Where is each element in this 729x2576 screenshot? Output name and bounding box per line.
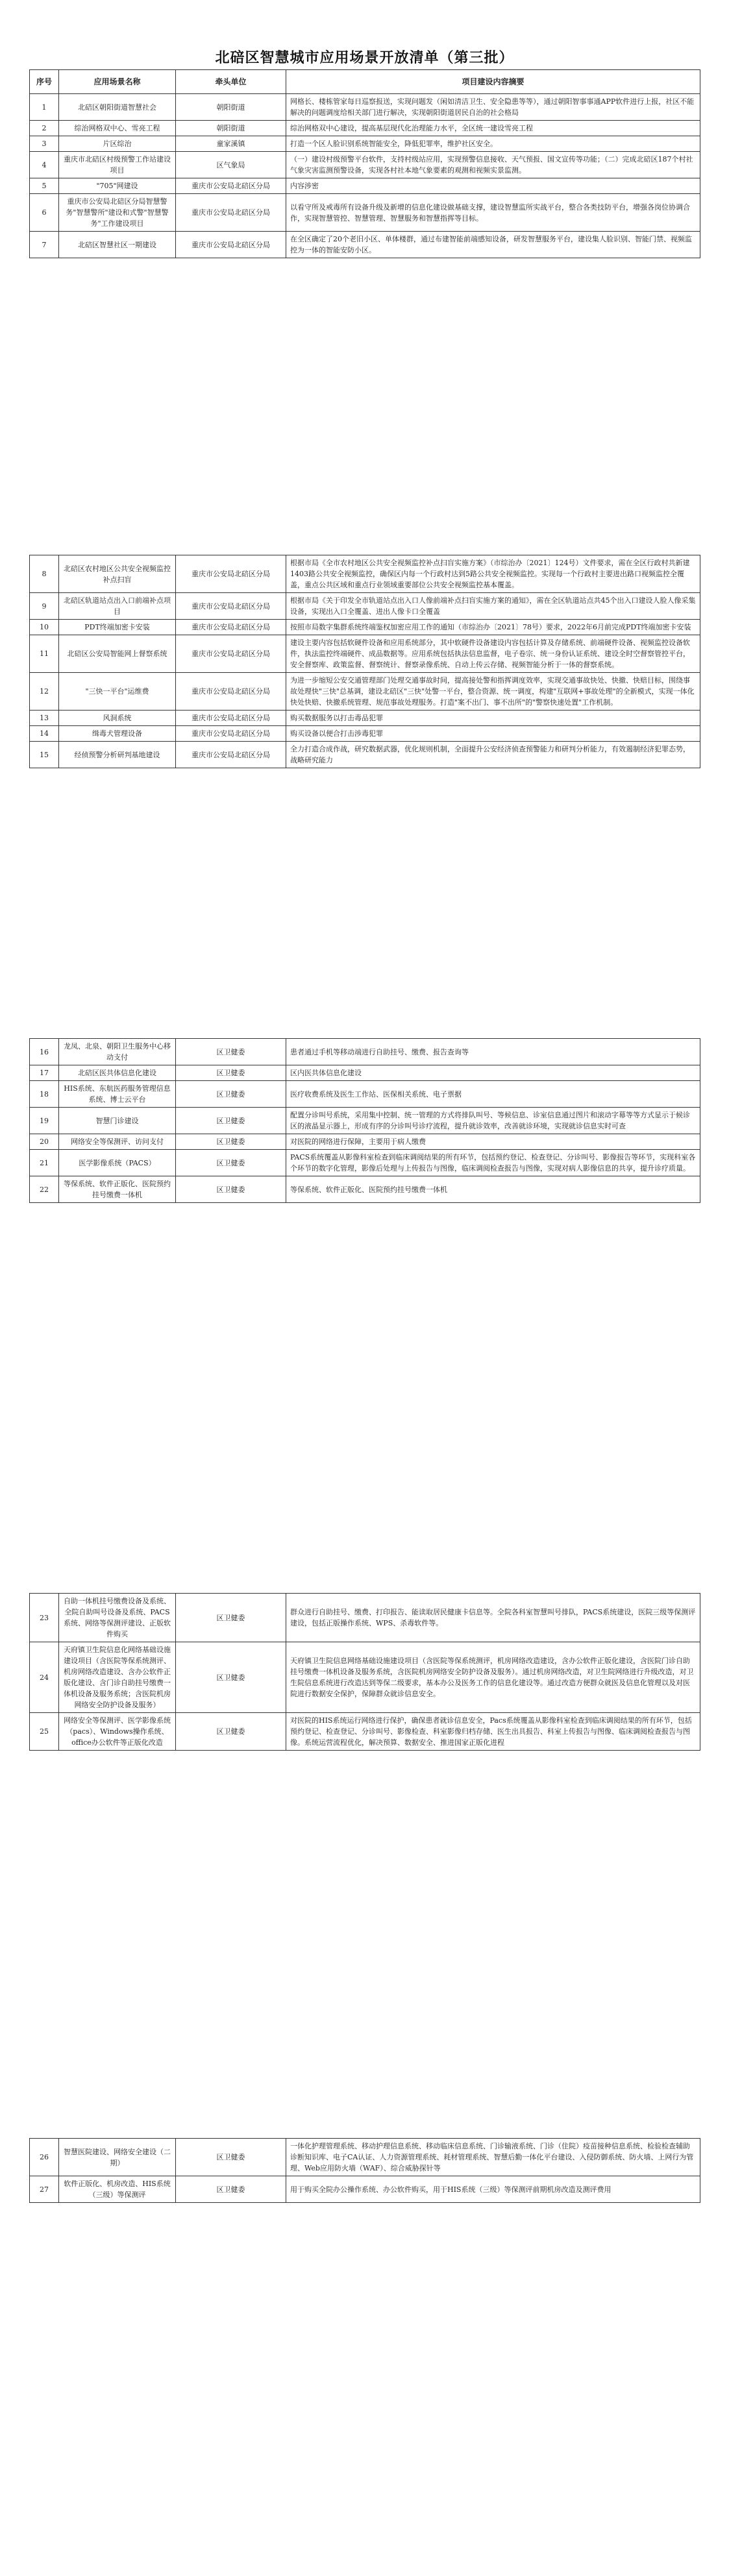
row-number-cell: 5 xyxy=(30,178,59,194)
summary-cell: 患者通过手机等移动端进行自助挂号、缴费、报告查询等 xyxy=(286,1039,700,1065)
scene-name-cell: 网络安全等保测评、医学影像系统（pacs）、Windows操作系统、office办公软件等正版化改造 xyxy=(59,1713,176,1751)
row-number-cell: 27 xyxy=(30,2176,59,2203)
table-row xyxy=(30,742,700,768)
lead-unit-cell: 重庆市公安局北碚区分局 xyxy=(176,620,286,635)
lead-unit-cell: 重庆市公安局北碚区分局 xyxy=(176,742,286,768)
scene-name-cell: 龙凤、北泉、朝阳卫生服务中心移动支付 xyxy=(59,1039,176,1065)
scene-name-cell: 缉毒犬管理设备 xyxy=(59,726,176,742)
scene-table-part-2 xyxy=(29,555,700,768)
scene-name-cell: 经侦预警分析研判基地建设 xyxy=(59,742,176,768)
table-row xyxy=(30,232,700,258)
row-number-cell: 26 xyxy=(30,2139,59,2176)
table-row xyxy=(30,2176,700,2203)
lead-unit-cell: 区卫健委 xyxy=(176,1150,286,1176)
table-row xyxy=(30,1081,700,1108)
summary-cell: PACS系统覆盖从影像科室检查到临床调阅结果的所有环节，包括预约登记、检查登记、分诊叫号、影像报告等环节，实现科室各个环节的数字化管理，影像后处理与上传报告与图像，临床调阅检查报告与图像，实现对病人影像信息的共享，提升诊疗质量。 xyxy=(286,1150,700,1176)
col-header-scene: 应用场景名称 xyxy=(59,70,176,94)
lead-unit-cell: 区卫健委 xyxy=(176,1108,286,1134)
scene-table-part-3 xyxy=(29,1038,700,1203)
row-number-cell: 18 xyxy=(30,1081,59,1108)
scene-name-cell: "三快一平台"运维费 xyxy=(59,673,176,711)
summary-cell: 购买设备以便合打击涉毒犯罪 xyxy=(286,726,700,742)
summary-cell: 打造一个区人脸识别系统智能安全，降低犯罪率，维护社区安全。 xyxy=(286,136,700,152)
summary-cell: 购买数据服务以打击毒品犯罪 xyxy=(286,711,700,726)
lead-unit-cell: 区卫健委 xyxy=(176,2139,286,2176)
summary-cell: 配置分诊叫号系统，采用集中控制、统一管理的方式将排队叫号、等候信息、诊室信息通过图片和滚动字幕等等方式显示于候诊区的液晶显示器上，形成有序的分诊叫号诊疗流程，提升就诊效率，改善就诊环境，实现就诊信息实时可查 xyxy=(286,1108,700,1134)
row-number-cell: 9 xyxy=(30,593,59,620)
summary-cell: 全力打造合成作战，研究数据武器，优化规则机制，全面提升公安经济侦查预警能力和研判分析能力，有效遏制经济犯罪态势，战略研究能力 xyxy=(286,742,700,768)
scene-table-part-1 xyxy=(29,69,700,258)
scene-table-part-5 xyxy=(29,2138,700,2203)
lead-unit-cell: 区卫健委 xyxy=(176,2176,286,2203)
summary-cell: 为进一步缩短公安交通管理部门处理交通事故时间，提高接处警和指挥调度效率，实现交通事故快处、快撤、快赔目标，围绕事故处理快"三快"总基调，建设北碚区"三快"处警一平台，整合资源、统一调度，构建"互联网+事故处理"的全新模式，实现一体化快处快赔、快撤系统管理、规范事故处理服务。打造"案不出门、事不出所"的"警察快速处置"工作机制。 xyxy=(286,673,700,711)
scene-name-cell: 综治网格双中心、雪亮工程 xyxy=(59,121,176,136)
col-header-no: 序号 xyxy=(30,70,59,94)
lead-unit-cell: 童家溪镇 xyxy=(176,136,286,152)
table-row xyxy=(30,136,700,152)
lead-unit-cell: 重庆市公安局北碚区分局 xyxy=(176,635,286,673)
row-number-cell: 23 xyxy=(30,1594,59,1642)
scene-table-part-4 xyxy=(29,1593,700,1751)
summary-cell: 在全区确定了20个老旧小区、单体楼群，通过布建智能前端感知设备，研发智慧服务平台，建设集人脸识别、智能门禁、视频监控为一体的智能安防小区。 xyxy=(286,232,700,258)
row-number-cell: 11 xyxy=(30,635,59,673)
table-row xyxy=(30,711,700,726)
table-row xyxy=(30,2139,700,2176)
row-number-cell: 10 xyxy=(30,620,59,635)
summary-cell: 根据市局《全市农村地区公共安全视频监控补点扫盲实施方案》（市综治办〔2021〕124号）文件要求，需在全区行政村共新建1403路公共安全视频监控，确保区内每一个行政村达到5路公共安全视频监控。实现每一个行政村主要进出路口视频监控全覆盖，重点公共区域和重点行业领域重要部位公共安全视频监控基本覆盖。 xyxy=(286,555,700,593)
lead-unit-cell: 朝阳街道 xyxy=(176,94,286,121)
scene-name-cell: 等保系统、软件正版化、医院预约挂号缴费一体机 xyxy=(59,1176,176,1203)
scene-name-cell: 北碚区农村地区公共安全视频监控补点扫盲 xyxy=(59,555,176,593)
scene-name-cell: 智慧医院建设、网络安全建设（二期） xyxy=(59,2139,176,2176)
scene-name-cell: 智慧门诊建设 xyxy=(59,1108,176,1134)
lead-unit-cell: 区卫健委 xyxy=(176,1642,286,1713)
row-number-cell: 6 xyxy=(30,194,59,232)
scene-name-cell: 风洞系统 xyxy=(59,711,176,726)
row-number-cell: 7 xyxy=(30,232,59,258)
table-row xyxy=(30,620,700,635)
summary-cell: 综治网格双中心建设，提高基层现代化治理能力水平，全区统一建设雪亮工程 xyxy=(286,121,700,136)
lead-unit-cell: 区卫健委 xyxy=(176,1594,286,1642)
lead-unit-cell: 朝阳街道 xyxy=(176,121,286,136)
summary-cell: 网格长、楼栋管家每日巡察报送，实现问题发（闲如清洁卫生、安全隐患等等），通过朝阳智事事通APP软件进行上报，社区不能解决的问题调度给相关部门进行解决，实现朝阳街道居民自治的社会格局 xyxy=(286,94,700,121)
table-row xyxy=(30,1642,700,1713)
table-row xyxy=(30,635,700,673)
lead-unit-cell: 重庆市公安局北碚区分局 xyxy=(176,726,286,742)
table-row xyxy=(30,1039,700,1065)
summary-cell: （一）建设村级预警平台软件，支持村级站应用，实现预警信息接收、天气预报、国文宣传等功能；（二）完成北碚区187个村社气象灾害监测预警设备，实现各村社本地气象要素的观测和视频实景监测。 xyxy=(286,152,700,178)
table-row xyxy=(30,194,700,232)
scene-name-cell: 北碚区公安局智能网上督察系统 xyxy=(59,635,176,673)
row-number-cell: 3 xyxy=(30,136,59,152)
scene-name-cell: 网络安全等保测评、访问支付 xyxy=(59,1134,176,1150)
summary-cell: 医疗收费系统及医生工作站、医保相关系统、电子票据 xyxy=(286,1081,700,1108)
lead-unit-cell: 重庆市公安局北碚区分局 xyxy=(176,194,286,232)
lead-unit-cell: 区卫健委 xyxy=(176,1065,286,1081)
scene-name-cell: 软件正版化、机房改造、HIS系统（三级）等保测评 xyxy=(59,2176,176,2203)
row-number-cell: 25 xyxy=(30,1713,59,1751)
lead-unit-cell: 区气象局 xyxy=(176,152,286,178)
scene-name-cell: 北碚区轨道站点出入口前端补点项目 xyxy=(59,593,176,620)
row-number-cell: 2 xyxy=(30,121,59,136)
table-row xyxy=(30,152,700,178)
scene-name-cell: 天府镇卫生院信息化网络基础设施建设项目（含医院等保系统测评、机房网络改造建设、含办公软件正版化建设、含门诊自助挂号缴费一体机设备及服务系统；含医院机房网络安全防护设备及服务） xyxy=(59,1642,176,1713)
row-number-cell: 8 xyxy=(30,555,59,593)
row-number-cell: 12 xyxy=(30,673,59,711)
lead-unit-cell: 重庆市公安局北碚区分局 xyxy=(176,593,286,620)
lead-unit-cell: 区卫健委 xyxy=(176,1039,286,1065)
row-number-cell: 13 xyxy=(30,711,59,726)
scene-name-cell: "705"网建设 xyxy=(59,178,176,194)
table-row xyxy=(30,726,700,742)
scene-name-cell: 北碚区智慧社区一期建设 xyxy=(59,232,176,258)
scene-name-cell: 北碚区医共体信息化建设 xyxy=(59,1065,176,1081)
row-number-cell: 21 xyxy=(30,1150,59,1176)
row-number-cell: 20 xyxy=(30,1134,59,1150)
table-row xyxy=(30,1150,700,1176)
summary-cell: 根据市局《关于印发全市轨道站点出入口人像前端补点扫盲实施方案的通知》，需在全区轨道站点共45个出入口建设人脸人像采集设备，实现出入口全覆盖、进出人像卡口全覆盖 xyxy=(286,593,700,620)
col-header-lead-unit: 牵头单位 xyxy=(176,70,286,94)
summary-cell: 用于购买全院办公操作系统、办公软件购买，用于HIS系统（三级）等保测评前期机房改造及测评费用 xyxy=(286,2176,700,2203)
lead-unit-cell: 区卫健委 xyxy=(176,1134,286,1150)
scene-name-cell: 自助一体机挂号缴费设备及系统、全院自助叫号设备及系统、PACS系统、网络等保测评建设、正版软件购买 xyxy=(59,1594,176,1642)
lead-unit-cell: 区卫健委 xyxy=(176,1176,286,1203)
summary-cell: 天府镇卫生院信息网络基础设施建设项目（含医院等保系统测评，机房网络改造建设，含办公软件正版化建设，含医院门诊自助挂号缴费一体机设备及服务系统，含医院机房网络安全防护设备及服务）。通过机房网络改造，对卫生院网络进行升级改造，对卫生院信息系统进行改造达到等保二级要求，基本办公及医务工作的信息化建设等。通过改造方便群众就医及信息化管理以及对医院进行数据安全保护，保障群众就诊信息安全。 xyxy=(286,1642,700,1713)
table-row xyxy=(30,1594,700,1642)
table-row xyxy=(30,94,700,121)
summary-cell: 对医院的网络进行保障，主要用于病人缴费 xyxy=(286,1134,700,1150)
row-number-cell: 1 xyxy=(30,94,59,121)
row-number-cell: 16 xyxy=(30,1039,59,1065)
lead-unit-cell: 重庆市公安局北碚区分局 xyxy=(176,232,286,258)
scene-name-cell: PDT终端加密卡安装 xyxy=(59,620,176,635)
scene-name-cell: 重庆市北碚区村级预警工作站建设项目 xyxy=(59,152,176,178)
table-row xyxy=(30,1713,700,1751)
table-row xyxy=(30,178,700,194)
row-number-cell: 24 xyxy=(30,1642,59,1713)
summary-cell: 等保系统、软件正版化、医院预约挂号缴费一体机 xyxy=(286,1176,700,1203)
scene-name-cell: HIS系统、东航医药服务管理信息系统、博士云平台 xyxy=(59,1081,176,1108)
row-number-cell: 22 xyxy=(30,1176,59,1203)
row-number-cell: 17 xyxy=(30,1065,59,1081)
summary-cell: 区内医共体信息化建设 xyxy=(286,1065,700,1081)
lead-unit-cell: 区卫健委 xyxy=(176,1081,286,1108)
summary-cell: 一体化护理管理系统、移动护理信息系统、移动临床信息系统、门诊输液系统、门诊（住院）疫苗接种信息系统、检验检查辅助诊断知识库、电子CA认证、人力资源管理系统、耗材管理系统、智慧后勤一体化平台建设、入侵防御系统、防火墙、上网行为管理、Web应用防火墙（WAF）、综合威胁探针等 xyxy=(286,2139,700,2176)
table-row xyxy=(30,1176,700,1203)
lead-unit-cell: 重庆市公安局北碚区分局 xyxy=(176,178,286,194)
lead-unit-cell: 重庆市公安局北碚区分局 xyxy=(176,673,286,711)
summary-cell: 对医院的HIS系统运行网络进行保护，确保患者就诊信息安全，Pacs系统覆盖从影像科室检查到临床调阅结果的所有环节，包括预约登记、检查登记、分诊叫号、影像检查、科室影像归档存储、医生出具报告、科室上传报告与图像、临床调阅检查报告与图像。系统运营流程优化，解决预算、数据安全、推进国家正版化进程 xyxy=(286,1713,700,1751)
table-row xyxy=(30,673,700,711)
scene-name-cell: 重庆市公安局北碚区分局智慧警务"智慧警所"建设和式警"智慧警务"工作建设项目 xyxy=(59,194,176,232)
table-row xyxy=(30,121,700,136)
table-row xyxy=(30,593,700,620)
scene-name-cell: 医学影像系统（PACS） xyxy=(59,1150,176,1176)
scene-name-cell: 北碚区朝阳街道智慧社会 xyxy=(59,94,176,121)
summary-cell: 建设主要内容包括软硬件设备和应用系统部分，其中软硬件设备建设内容包括计算及存储系统、前端硬件设备、视频监控设备软件，执法监控终端硬件、成品数据等。应用系统包括执法信息监督，电子卷宗、统一身份认证系统、建设全时空督察管控平台，安全督察库、政策监督、督察统计、督察录像系统、自动上传云存储、视频智能分析于一体的督察系统。 xyxy=(286,635,700,673)
scene-name-cell: 片区综治 xyxy=(59,136,176,152)
lead-unit-cell: 重庆市公安局北碚区分局 xyxy=(176,711,286,726)
page-title: 北碚区智慧城市应用场景开放清单（第三批） xyxy=(215,49,514,66)
summary-cell: 内容涉密 xyxy=(286,178,700,194)
table-row xyxy=(30,555,700,593)
row-number-cell: 19 xyxy=(30,1108,59,1134)
lead-unit-cell: 区卫健委 xyxy=(176,1713,286,1751)
lead-unit-cell: 重庆市公安局北碚区分局 xyxy=(176,555,286,593)
col-header-summary: 项目建设内容摘要 xyxy=(286,70,700,94)
summary-cell: 以看守所及戒毒所有设备升级及新增的信息化建设做基础支撑，建设智慧监所实战平台，整合各类技防平台，增强各岗位协调合作，实现智慧管控、智慧管理、智慧服务和智慧指挥等目标。 xyxy=(286,194,700,232)
table-header-row xyxy=(30,70,700,94)
table-row xyxy=(30,1134,700,1150)
row-number-cell: 14 xyxy=(30,726,59,742)
summary-cell: 按照市局数字集群系统终端鉴权加密应用工作的通知（市综治办〔2021〕78号）要求，2022年6月前完成PDT终端加密卡安装 xyxy=(286,620,700,635)
row-number-cell: 4 xyxy=(30,152,59,178)
table-row xyxy=(30,1108,700,1134)
summary-cell: 群众进行自助挂号、缴费、打印报告、能读取居民健康卡信息等。全院各科室智慧叫号排队，PACS系统建设，医院三级等保测评建设，包括正版操作系统、WPS、杀毒软件等。 xyxy=(286,1594,700,1642)
table-row xyxy=(30,1065,700,1081)
row-number-cell: 15 xyxy=(30,742,59,768)
